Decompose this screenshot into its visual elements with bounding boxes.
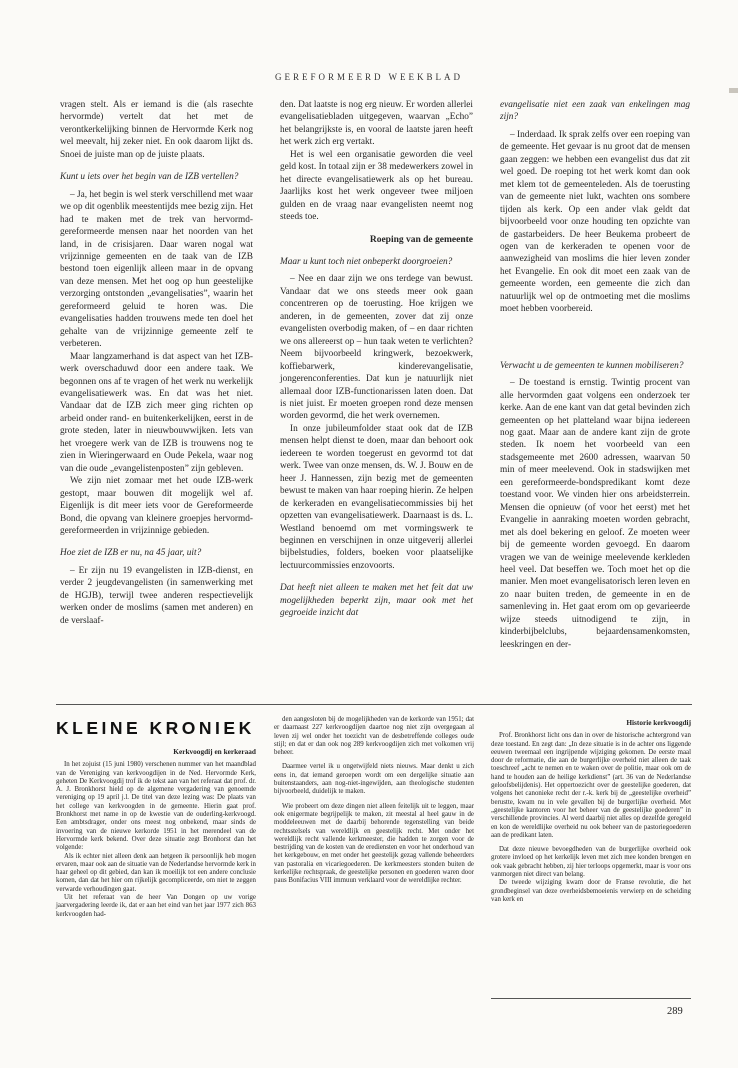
paragraph: Dat deze nieuwe bevoegdheden van de burgerlijke overheid ook grotere invloed op het kerkelijk leven met zich mee konden brengen en ook vaak gebracht hebben, zij hier terloops opgemerkt, maar is voor ons vanmorgen niet direct van belang. xyxy=(491,846,691,879)
paragraph: – Nee en daar zijn we ons terdege van bewust. Vandaar dat we ons steeds meer ook gaan concentreren op de toerusting. Hoe krijgen we anderen, in de gemeenten, zover dat zij onze evangelisten overbodig maken, of – en daar richten we ons allereerst op – hun taak weten te verlichten? Neem bijvoorbeeld kringwerk, bezoekwerk, koffiebarwerk, kinderevangelisatie, jongerenconferenties. Dat kun je natuurlijk niet allemaal door IZB-functionarissen laten doen. Dat is niet juist. Er moeten groepen rond deze mensen worden gevormd, die het werk overnemen. xyxy=(280,274,473,422)
interview-question: Kunt u iets over het begin van de IZB vertellen? xyxy=(60,172,239,183)
interview-column-3 xyxy=(500,99,690,651)
paragraph: Maar langzamerhand is dat aspect van het IZB-werk overschaduwd door een andere taak. We begonnen ons af te vragen of het werk nu werkelijk evangelisatiewerk was. En dat was het niet. Vandaar dat de IZB zich meer ging richten op arbeid onder rand- en buitenkerkelijken, eerst in de grote steden, later in nieuwbouwwijken. Iets van het vroegere werk van de IZB is trouwens nog te zien in Wieringerwaard en Oude Pekela, waar nog van die oude „evangelistenposten” zijn gebleven. xyxy=(60,351,253,474)
interview-column-2 xyxy=(280,99,473,625)
paragraph: De tweede wijziging kwam door de Franse revolutie, die het grondbeginsel van deze overheidsbemoeienis verwierp en de scheiding van kerk en xyxy=(491,879,691,903)
page-number: 289 xyxy=(667,1006,683,1017)
section-heading: Roeping van de gemeente xyxy=(369,234,473,245)
section-heading: Kerkvoogdij en kerkeraad xyxy=(173,747,256,756)
kroniek-column-2 xyxy=(274,716,474,886)
paragraph: We zijn niet zomaar met het oude IZB-werk gestopt, maar bouwen dit mogelijk wel af. Eigenlijk is dit meer iets voor de Gereformeerde Bond, die opvang van kleinere groepjes hervormd-gereformeerden in vrijzinnige gebieden. xyxy=(60,476,253,536)
interview-column-1 xyxy=(60,99,253,627)
interview-question: Hoe ziet de IZB er nu, na 45 jaar, uit? xyxy=(60,548,202,559)
paragraph: Als ik echter niet alleen denk aan hetgeen ik persoonlijk heb mogen ervaren, maar ook aan de situatie van de Nederlandse hervormde kerk in haar geheel op dit gebied, dan kan ik moeilijk tot een andere conclusie komen, dan dat het hier om rijkelijk gecompliceerde, om niet te zeggen verwarde verhoudingen gaat. xyxy=(56,852,256,893)
paragraph: Daarmee vertel ik u ongetwijfeld niets nieuws. Maar denkt u zich eens in, dat iemand geroepen wordt om een dergelijke situatie aan buitenstaanders, aan nog-niet-ingewijden, aan theologische studenten bijvoorbeeld, duidelijk te maken. xyxy=(274,763,474,796)
paragraph: Prof. Bronkhorst licht ons dan in over de historische achtergrond van deze toestand. En zegt dan: „In deze situatie is in de achter ons liggende eeuwen tweemaal een ingrijpende wijziging gekomen. De eerste maal door de reformatie, die aan de burgerlijke overheid niet alleen de taak toeschreef „acht te nemen en te waken over de politie, maar ook om de hand te houden aan de heilige kerkdienst” (art. 36 van de Nederlandse geloofsbelijdenis). Het oppertoezicht over de geestelijke goederen, dat volgens het canonieke recht der r.-k. kerk bij de „geestelijke overheid” berustte, kwam nu in vele gevallen bij de burgerlijke overheid. Met „geestelijke kantoren voor het beheer van de geestelijke goederen” in verschillende provincies. Al werd daarbij niet alles op dezelfde geregeld en kon de wereldlijke overheid nu ook beheer van de pastoriegoederen aan de predikant laten. xyxy=(491,732,691,839)
section-heading: Historie kerkvoogdij xyxy=(626,718,691,727)
kroniek-column-3 xyxy=(491,716,691,904)
paragraph: Uit het referaat van de heer Van Dongen op uw vorige jaarvergadering leerde ik, dat er aan het eind van het jaar 1977 zich 863 kerkvoogden had- xyxy=(56,894,256,918)
page-edge-mark xyxy=(729,88,738,93)
paragraph: den aangesloten bij de mogelijkheden van de kerkorde van 1951; dat er daarnaast 227 kerkvoogdijen daartoe nog niet zijn overgegaan al leven zij wel onder het toezicht van de desbetreffende colleges oude stijl; en dat er dan ook nog 289 kerkvoogdijen zich met volkomen vrij beheer. xyxy=(274,716,474,757)
paragraph: In het zojuist (15 juni 1980) verschenen nummer van het maandblad van de Vereniging van kerkvoogdijen in de Ned. Hervormde Kerk, geheten De Kerkvoogdij trof ik de tekst aan van het referaat dat prof. dr. A. J. Bronkhorst hield op de algemene vergadering van genoemde vereniging op 19 april j.l. De titel van deze lezing was: De plaats van het college van kerkvoogden in de gemeente. Hierin gaat prof. Bronkhorst met name in op de kwestie van de ouderling-kerkvoogd. Een ambtsdrager, onder ons meest nog onbekend, maar sinds de invoering van de nieuwe kerkorde 1951 in het merendeel van de Hervormde kerk bekend. Over deze situatie zegt Bronhorst dan het volgende: xyxy=(56,761,256,852)
interview-question: Verwacht u de gemeenten te kunnen mobiliseren? xyxy=(500,360,684,371)
interview-question: evangelisatie niet een zaak van enkelingen mag zijn? xyxy=(500,100,690,123)
interview-question: Maar u kunt toch niet onbeperkt doorgroeien? xyxy=(280,256,453,267)
paragraph: – Ja, het begin is wel sterk verschillend met waar we op dit ogenblik meestentijds mee bezig zijn. Het had te maken met de trek van hervormd-gereformeerde mensen naar het noorden van het land, in de crisisjaren. Daar waren nogal wat vrijzinnige gemeenten en de taak van de IZB bestond toen eigenlijk alleen maar in de opvang van deze mensen. Met het oog op hun geestelijke verzorging ontstonden „evangelisaties”, waarin het gereformeerd geluid te horen was. Die evangelisaties hadden trouwens mede ten doel het gehalte van de vrijzinnige gemeente zelf te verbeteren. xyxy=(60,189,253,350)
running-title: GEREFORMEERD WEEKBLAD xyxy=(274,72,464,82)
paragraph: vragen stelt. Als er iemand is die (als rasechte hervormde) vertelt dat het met de verontkerkelijking binnen de Hervormde Kerk nog wel meevalt, hij zeker niet. En ook daarom lijkt ds. Snoei de juiste man op de juiste plaats. xyxy=(60,100,253,160)
paragraph: Wie probeert om deze dingen niet alleen feitelijk uit te leggen, maar ook enigermate begrijpelijk te maken, zit meestal al heel gauw in de moddeleeuwen met de daarbij behorende tegenstelling van beide rechtsstelsels van wereldlijk en geestelijk recht. Met onder het wereldlijk recht vallende kerkmeester, die hadden te zorgen voor de bestrijding van de kosten van de erediensten en voor het onderhoud van het kerkgebouw, en met onder het geestelijk gezag vallende beheerders van pastoralia en vicariegoederen. De kerkmeesters stonden buiten de kerkelijke rechtspraak, de geestelijke personen en goederen waren door paus Bonifacius VIII immuun verklaard voor de wereldlijke rechter. xyxy=(274,802,474,885)
paragraph: Het is wel een organisatie geworden die veel geld kost. In totaal zijn er 38 medewerkers zowel in het directe evangelisatiewerk als op het bureau. Jaarlijks kost het werk ongeveer twee miljoen gulden en de vraag naar evangelisten neemt nog steeds toe. xyxy=(280,149,473,223)
paragraph: In onze jubileumfolder staat ook dat de IZB mensen helpt dienst te doen, maar dan behoort ook iedereen te worden toegerust en gevormd tot dat werk. Twee van onze mensen, ds. W. J. Bouw en de heer J. Hannessen, zijn bezig met de gemeenten bewust te maken van haar roeping hierin. Ze helpen de kerkeraden en evangelisatiecommissies bij het opzetten van evangelisatiewerk. Daarnaast is ds. L. Westland benoemd om met vormingswerk te beginnen en verschijnen in onze uitgeverij allerlei bijbelstudies, folders, boeken voor plaatselijke lectuurcommissies enzovoorts. xyxy=(280,423,473,571)
paragraph: den. Dat laatste is nog erg nieuw. Er worden allerlei evangelisatiebladen uitgegeven, waarvan „Echo” het belangrijkste is, en vooral de laatste jaren heeft het werk zich erg vertakt. xyxy=(280,100,473,148)
interview-question: Dat heeft niet alleen te maken met het feit dat uw mogelijkheden beperkt zijn, maar ook met het gegroeide inzicht dat xyxy=(280,583,473,619)
kroniek-column-1 xyxy=(56,745,256,919)
paragraph: – De toestand is ernstig. Twintig procent van alle hervormden gaat volgens een onderzoek ter kerke. Aan de ene kant van dat getal bevinden zich gemeenten op het platteland waar bijna iedereen nog gaat. Maar aan de andere kant zijn de grote steden. Ik noem het voorbeeld van een stadsgemeente met 2600 adressen, waarvan 50 min of meer meelevend. Ook in stadswijken met een gereformeerde-bondspredikant komt deze toestand voor. We vinden hier ons arbeidsterrein. Mensen die opnieuw (of voor het eerst) met het Evangelie in aanraking moeten worden gebracht, met als doel bekering en geloof. Ze moeten weer bij de gemeente worden gevoegd. En daarom vragen we van de weinige meelevende kerkleden heel veel. Dat beseffen we. Toch moet het op die manier. Men moet evangelisatorisch leren leven en zo naar buiten treden, de gemeente in en de samenleving in. Het gaat erom om op gevarieerde wijze steeds uitnodigend te zijn, in kinderbijbelclubs, bejaardensamenkomsten, leeskringen en der- xyxy=(500,378,690,650)
footer-rule xyxy=(491,998,691,999)
column-spacer xyxy=(500,316,690,350)
paragraph: – Er zijn nu 19 evangelisten in IZB-dienst, en verder 2 jeugdevangelisten (in samenwerking met de HGJB), terwijl twee anderen respectievelijk werken onder de moslims (samen met anderen) en de verslaaf- xyxy=(60,565,253,626)
paragraph: – Inderdaad. Ik sprak zelfs over een roeping van de gemeente. Het gevaar is nu groot dat de mensen gaan zeggen: we hebben een evangelist dus dat zit wel goed. De roeping tot het werk komt dan ook met klem tot de gemeenteleden. Als de toerusting van de gemeente niet lukt, wachten ons sombere tijden als kerk. Op een ander vlak geldt dat bijvoorbeeld voor onze houding ten opzichte van de gastarbeiders. De heer Beukema probeert de ogen van de kerkeraden te openen voor de aanwezigheid van moslims die hier leven zonder het Evangelie. En ook dit moet een zaak van de gemeente worden, een gemeente die zich dan natuurlijk wel op de ontmoeting met die moslims moet hebben voorbereid. xyxy=(500,129,690,315)
kleine-kroniek-title: KLEINE KRONIEK xyxy=(56,718,255,738)
section-divider xyxy=(56,704,692,705)
